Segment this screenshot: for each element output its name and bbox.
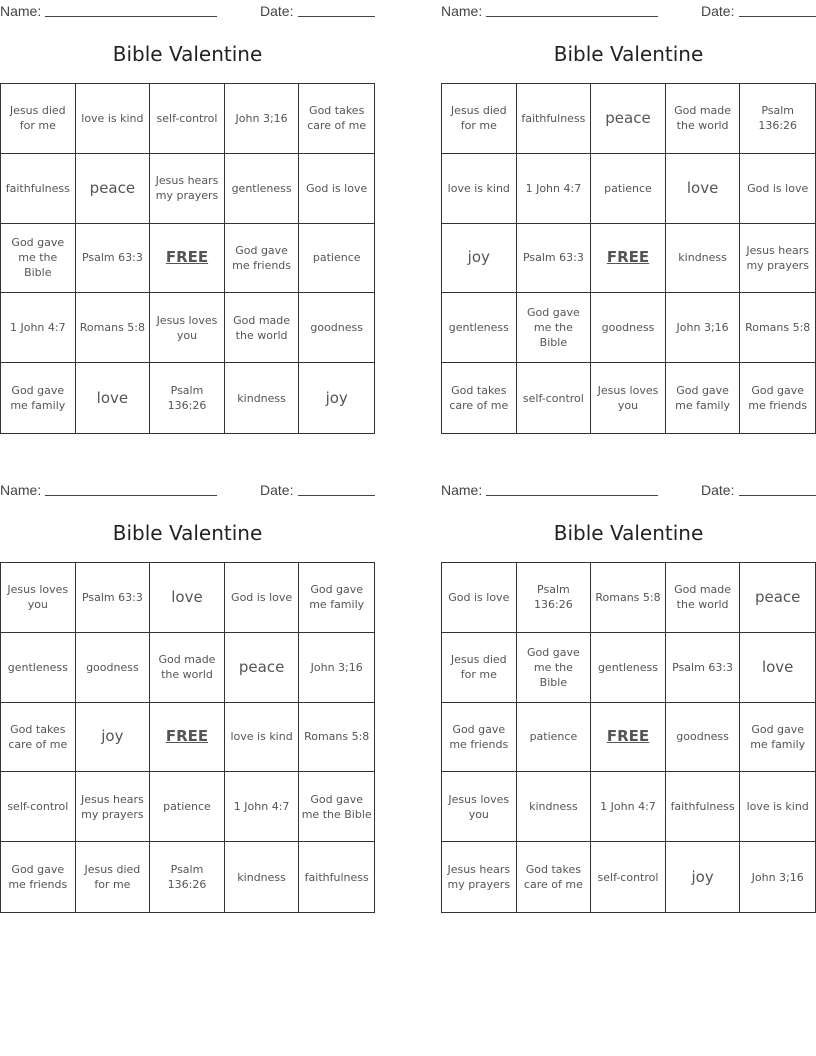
card-title: Bible Valentine xyxy=(112,42,263,66)
bingo-cell: gentleness xyxy=(1,633,76,703)
bingo-cell: love xyxy=(740,633,815,703)
date-line xyxy=(298,495,375,496)
bingo-cell: goodness xyxy=(591,293,666,363)
bingo-cell: Romans 5:8 xyxy=(591,563,666,633)
bingo-cell: John 3;16 xyxy=(666,293,741,363)
bingo-cell: God gave me the Bible xyxy=(299,772,374,842)
date-label: Date: xyxy=(260,3,294,19)
bingo-cell: love xyxy=(76,363,151,433)
bingo-grid xyxy=(441,562,816,913)
bingo-grid xyxy=(0,83,375,434)
bingo-cell: Jesus hears my prayers xyxy=(150,154,225,224)
bingo-cell: Psalm 63:3 xyxy=(76,224,151,294)
bingo-cell: 1 John 4:7 xyxy=(225,772,300,842)
bingo-cell: Jesus loves you xyxy=(591,363,666,433)
bingo-cell: God is love xyxy=(299,154,374,224)
bingo-cell: Jesus loves you xyxy=(150,293,225,363)
card-header xyxy=(441,479,816,499)
bingo-cell: God made the world xyxy=(666,84,741,154)
bingo-card xyxy=(441,479,816,919)
bingo-cell: God gave me friends xyxy=(442,703,517,773)
bingo-cell: kindness xyxy=(517,772,592,842)
bingo-cell: Jesus died for me xyxy=(442,84,517,154)
bingo-cell: God gave me the Bible xyxy=(1,224,76,294)
bingo-card xyxy=(0,0,375,440)
date-label: Date: xyxy=(701,3,735,19)
bingo-cell: Jesus died for me xyxy=(76,842,151,912)
bingo-cell: God gave me the Bible xyxy=(517,293,592,363)
bingo-cell: God gave me family xyxy=(1,363,76,433)
bingo-card xyxy=(441,0,816,440)
bingo-cell: joy xyxy=(442,224,517,294)
bingo-cell: love is kind xyxy=(76,84,151,154)
bingo-cell: God gave me friends xyxy=(1,842,76,912)
bingo-cell: gentleness xyxy=(591,633,666,703)
bingo-cell: Psalm 63:3 xyxy=(517,224,592,294)
bingo-cell: goodness xyxy=(76,633,151,703)
bingo-cell: kindness xyxy=(225,842,300,912)
bingo-cell: God gave me the Bible xyxy=(517,633,592,703)
free-space: FREE xyxy=(150,703,225,773)
bingo-cell: self-control xyxy=(1,772,76,842)
date-line xyxy=(739,495,816,496)
bingo-cell: gentleness xyxy=(442,293,517,363)
bingo-cell: Psalm 136:26 xyxy=(150,363,225,433)
bingo-cell: love xyxy=(150,563,225,633)
bingo-cell: patience xyxy=(591,154,666,224)
bingo-cell: God takes care of me xyxy=(299,84,374,154)
bingo-cell: Romans 5:8 xyxy=(299,703,374,773)
bingo-cell: joy xyxy=(325,388,348,407)
bingo-cell: God takes care of me xyxy=(1,703,76,773)
name-label: Name: xyxy=(441,482,483,498)
bingo-cell: God made the world xyxy=(150,633,225,703)
bingo-cell: self-control xyxy=(517,363,592,433)
bingo-cell: kindness xyxy=(225,363,300,433)
bingo-cell: joy xyxy=(666,842,741,912)
date-label: Date: xyxy=(260,482,294,498)
bingo-cell: Psalm 136:26 xyxy=(150,842,225,912)
bingo-cell: gentleness xyxy=(225,154,300,224)
bingo-cell: God takes care of me xyxy=(442,363,517,433)
bingo-cell: God gave me friends xyxy=(748,384,808,413)
bingo-cell: kindness xyxy=(666,224,741,294)
bingo-cell: love xyxy=(666,154,741,224)
bingo-cell: patience xyxy=(299,224,374,294)
date-label: Date: xyxy=(701,482,735,498)
name-label: Name: xyxy=(0,3,42,19)
date-line xyxy=(298,16,375,17)
free-space: FREE xyxy=(150,224,225,294)
bingo-cell: Jesus loves you xyxy=(442,772,517,842)
name-line xyxy=(486,16,658,17)
bingo-cell: faithfulness xyxy=(517,84,592,154)
bingo-cell: Jesus hears my prayers xyxy=(76,772,151,842)
bingo-cell: faithfulness xyxy=(1,154,76,224)
bingo-cell: patience xyxy=(150,772,225,842)
bingo-cell: peace xyxy=(740,563,815,633)
bingo-grid xyxy=(0,562,375,913)
bingo-cell: John 3;16 xyxy=(751,870,804,884)
bingo-cell: Romans 5:8 xyxy=(76,293,151,363)
card-title: Bible Valentine xyxy=(112,521,263,545)
bingo-cell: Jesus died for me xyxy=(442,633,517,703)
name-line xyxy=(45,495,217,496)
name-label: Name: xyxy=(0,482,42,498)
bingo-cell: Jesus hears my prayers xyxy=(442,842,517,912)
bingo-cell: love is kind xyxy=(442,154,517,224)
name-label: Name: xyxy=(441,3,483,19)
bingo-cell: God is love xyxy=(740,154,815,224)
bingo-cell: God gave me family xyxy=(740,703,815,773)
bingo-cell: Psalm 136:26 xyxy=(740,84,815,154)
bingo-cell: goodness xyxy=(666,703,741,773)
bingo-cell: Psalm 136:26 xyxy=(517,563,592,633)
bingo-cell: Jesus died for me xyxy=(1,84,76,154)
name-line xyxy=(45,16,217,17)
bingo-cell: faithfulness xyxy=(304,870,369,884)
card-header xyxy=(0,0,375,20)
bingo-cell: Romans 5:8 xyxy=(740,293,815,363)
bingo-cell: 1 John 4:7 xyxy=(1,293,76,363)
bingo-cell: God gave me family xyxy=(666,363,741,433)
bingo-cell: love is kind xyxy=(740,772,815,842)
bingo-cell: Jesus hears my prayers xyxy=(740,224,815,294)
bingo-cell: faithfulness xyxy=(666,772,741,842)
bingo-cell: God is love xyxy=(225,563,300,633)
bingo-cell: God made the world xyxy=(666,563,741,633)
bingo-card xyxy=(0,479,375,919)
bingo-cell: patience xyxy=(517,703,592,773)
bingo-cell: love is kind xyxy=(225,703,300,773)
bingo-cell: God is love xyxy=(442,563,517,633)
bingo-cell: joy xyxy=(76,703,151,773)
bingo-grid xyxy=(441,83,816,434)
bingo-cell: peace xyxy=(591,84,666,154)
bingo-cell: goodness xyxy=(299,293,374,363)
bingo-cell: 1 John 4:7 xyxy=(591,772,666,842)
bingo-cell: 1 John 4:7 xyxy=(517,154,592,224)
bingo-cell: self-control xyxy=(591,842,666,912)
card-header xyxy=(441,0,816,20)
date-line xyxy=(739,16,816,17)
bingo-cell: God made the world xyxy=(225,293,300,363)
bingo-cell: God gave me family xyxy=(299,563,374,633)
bingo-cell: peace xyxy=(76,154,151,224)
bingo-cell: God gave me friends xyxy=(225,224,300,294)
name-line xyxy=(486,495,658,496)
bingo-cell: self-control xyxy=(150,84,225,154)
bingo-cell: Jesus loves you xyxy=(1,563,76,633)
bingo-cell: Psalm 63:3 xyxy=(666,633,741,703)
card-title: Bible Valentine xyxy=(553,42,704,66)
bingo-cell: John 3;16 xyxy=(299,633,374,703)
free-space: FREE xyxy=(591,224,666,294)
free-space: FREE xyxy=(591,703,666,773)
bingo-cell: God takes care of me xyxy=(517,842,592,912)
card-title: Bible Valentine xyxy=(553,521,704,545)
bingo-cell: Psalm 63:3 xyxy=(76,563,151,633)
bingo-cell: peace xyxy=(225,633,300,703)
card-header xyxy=(0,479,375,499)
bingo-cell: John 3;16 xyxy=(225,84,300,154)
